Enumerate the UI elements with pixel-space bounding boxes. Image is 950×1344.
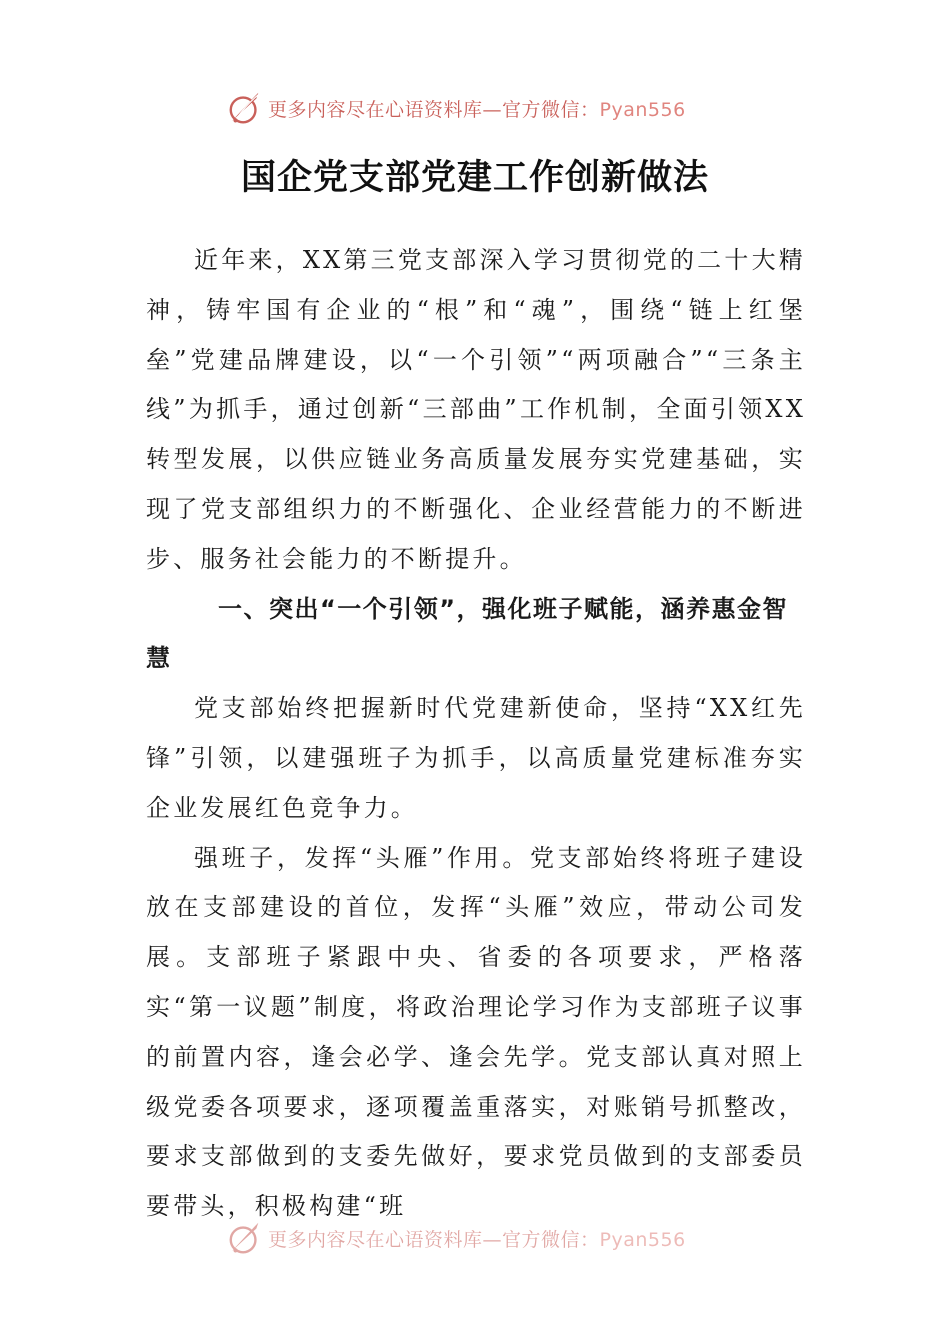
quill-logo-icon — [226, 1219, 264, 1257]
section-paragraph-1: 党支部始终把握新时代党建新使命，坚持“XX红先锋”引领，以建强班子为抓手，以高质量党建标准夯实企业发展红色竞争力。 — [146, 694, 806, 822]
banner-wechat-id: Pyan556 — [599, 98, 686, 121]
watermark-text-footer — [268, 1225, 686, 1252]
footer-banner-main: 更多内容尽在心语资料库 — [268, 1228, 483, 1251]
footer-banner-wechat-id: Pyan556 — [599, 1228, 686, 1251]
section-paragraph-2: 强班子，发挥“头雁”作用。党支部始终将班子建设放在支部建设的首位，发挥“头雁”效应，带动公司发展。支部班子紧跟中央、省委的各项要求，严格落实“第一议题”制度，将政治理论学习作为支部班子议事的前置内容，逢会必学、逢会先学。党支部认真对照上级党委各项要求，逐项覆盖重落实，对账销号抓整改，要求支部做到的支委先做好，要求党员做到的支部委员要带头，积极构建“班 — [146, 843, 806, 1221]
banner-wechat-label: 官方微信： — [502, 98, 600, 121]
watermark-text — [268, 95, 686, 122]
document-title: 国企党支部党建工作创新做法 — [240, 157, 709, 198]
footer-banner-wechat-label: 官方微信： — [502, 1228, 600, 1251]
footer-banner-separator: — — [482, 1228, 503, 1251]
quill-logo-icon — [226, 89, 264, 127]
watermark-header — [226, 88, 686, 128]
document-body — [146, 236, 806, 1232]
watermark-footer — [226, 1218, 686, 1258]
section-heading: 一、突出“一个引领”，强化班子赋能，涵养惠金智慧 — [146, 594, 789, 673]
intro-paragraph: 近年来，XX第三党支部深入学习贯彻党的二十大精神，铸牢国有企业的“根”和“魂”，围绕“链上红堡垒”党建品牌建设，以“一个引领”“两项融合”“三条主线”为抓手，通过创新“三部曲”工作机制，全面引领XX转型发展，以供应链业务高质量发展夯实党建基础，实现了党支部组织力的不断强化、企业经营能力的不断进步、服务社会能力的不断提升。 — [146, 246, 806, 573]
banner-main: 更多内容尽在心语资料库 — [268, 98, 483, 121]
banner-separator: — — [482, 98, 503, 121]
